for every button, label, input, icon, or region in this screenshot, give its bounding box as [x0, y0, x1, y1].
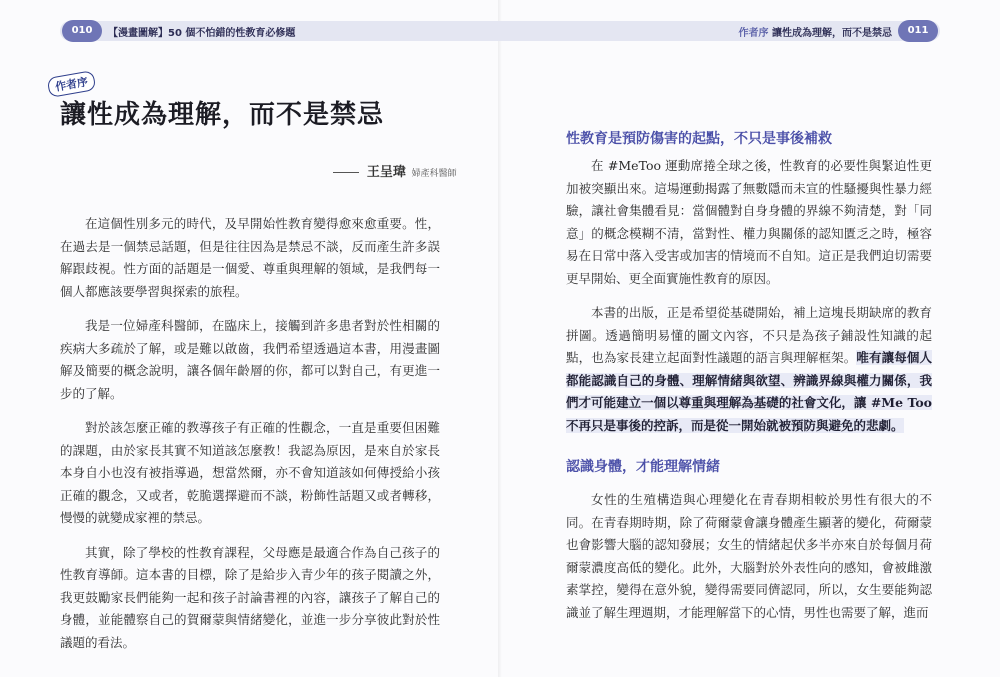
highlighted-text: 唯有讓每個人都能認識自己的身體、理解情緒與欲望、辨識界線與權力關係，我們才可能建立一個以尊重與理解為基礎的社會文化，讓 #Me Too 不再只是事後的控訴，而是從一開始就被預防與避免的悲劇。 [566, 350, 932, 433]
paragraph: 其實，除了學校的性教育課程，父母應是最適合作為自己孩子的性教育導師。這本書的目標，除了是給步入青少年的孩子閱讀之外，我更鼓勵家長們能夠一起和孩子討論書裡的內容，讓孩子了解自己的身體，並能體察自己的賀爾蒙與情緒變化，並進一步分享彼此對於性議題的看法。 [60, 544, 440, 650]
author-name: 王呈瑋 [366, 165, 406, 180]
section-heading: 認識身體，才能理解情緒 [566, 459, 720, 475]
paragraph-text: 本書的出版，正是希望從基礎開始，補上這塊長期缺席的教育拼圖。透過簡明易懂的圖文內容，不只是為孩子鋪設性知識的起點，也為家長建立起面對性議題的語言與理解框架。 [566, 305, 932, 365]
preface-badge: 作者序 [47, 70, 97, 98]
paragraph: 女性的生殖構造與心理變化在青春期相較於男性有很大的不同。在青春期時期，除了荷爾蒙會讓身體產生顯著的變化，荷爾蒙也會影響大腦的認知發展；女生的情緒起伏多半亦來自於每個月荷爾蒙濃度高低的變化。此外，大腦對於外表性向的感知，會被雌激素掌控，變得在意外貌，變得需要同儕認同，所以，女生要能夠認識並了解生理週期，才能理解當下的心情，男性也需要了解，進而 [566, 492, 932, 620]
paragraph: 在這個性別多元的時代，及早開始性教育變得愈來愈重要。性，在過去是一個禁忌話題，但是往往因為是禁忌不談，反而產生許多誤解跟歧視。性方面的話題是一個愛、尊重與理解的領域，是我們每一個人都應該要學習與探索的旅程。 [60, 216, 440, 299]
left-page-header [0, 0, 500, 50]
author-byline [333, 161, 457, 180]
chapter-tag: 作者序 [738, 28, 769, 39]
chapter-title: 讓性成為理解，而不是禁忌 [772, 28, 892, 39]
right-body-text-1 [566, 155, 932, 449]
left-body-text [60, 213, 440, 666]
right-page-number: 011 [898, 20, 938, 42]
right-body-text-2 [566, 489, 932, 636]
byline-dash [333, 172, 359, 173]
author-role: 婦產科醫師 [411, 169, 457, 179]
section-heading: 性教育是預防傷害的起點，不只是事後補救 [566, 131, 832, 147]
paragraph [566, 302, 932, 437]
page-gutter [498, 0, 502, 677]
page-title: 讓性成為理解，而不是禁忌 [60, 100, 385, 130]
book-title-header: 【漫畫圖解】50 個不怕錯的性教育必修題 [108, 28, 296, 39]
paragraph: 對於該怎麼正確的教導孩子有正確的性觀念，一直是重要但困難的課題，由於家長其實不知道該怎麼教！我認為原因，是來自於家長本身自小也沒有被指導過，想當然爾，亦不會知道該如何傳授給小孩正確的觀念，又或者，乾脆選擇避而不談，粉飾性話題又或者轉移，慢慢的就變成家裡的禁忌。 [60, 420, 440, 525]
chapter-title-header [739, 24, 892, 39]
right-page-header [500, 0, 1000, 50]
paragraph: 在 #MeToo 運動席捲全球之後，性教育的必要性與緊迫性更加被突顯出來。這場運動揭露了無數隱而未宣的性騷擾與性暴力經驗，讓社會集體看見：當個體對自身身體的界線不夠清楚，對「同意」的概念模糊不清，當對性、權力與關係的認知匱乏之時，極容易在日常中落入受害或加害的情境而不自知。這正是我們迫切需要更早開始、更全面實施性教育的原因。 [566, 158, 932, 286]
left-page-number: 010 [62, 20, 102, 42]
paragraph: 我是一位婦產科醫師，在臨床上，接觸到許多患者對於性相關的疾病大多疏於了解，或是難以啟齒，我們希望透過這本書，用漫畫圖解及簡要的概念說明，讓各個年齡層的你，都可以對自己，有更進一步的了解。 [60, 318, 440, 401]
